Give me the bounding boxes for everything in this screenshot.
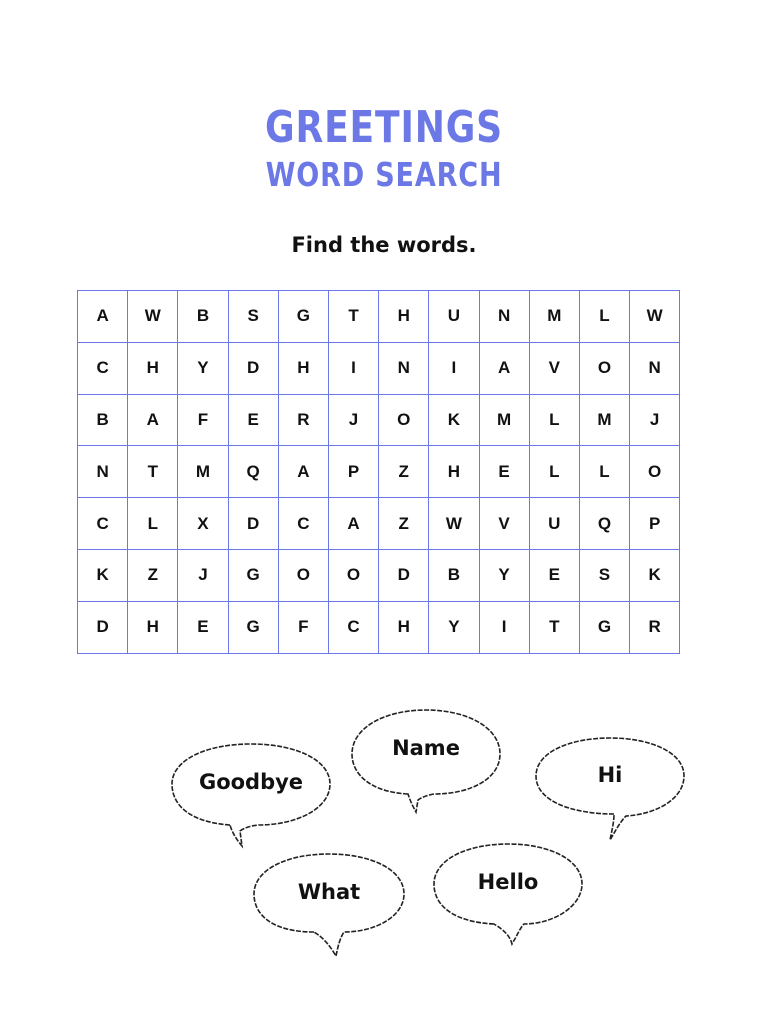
instruction-text: Find the words. [291,233,477,257]
grid-letter-cell[interactable]: M [178,446,228,498]
grid-letter-cell[interactable]: N [379,342,429,394]
grid-letter-cell[interactable]: N [78,446,128,498]
grid-letter-cell[interactable]: L [529,394,579,446]
grid-letter-cell[interactable]: P [630,498,680,550]
speech-bubble-icon [170,742,332,848]
grid-letter-cell[interactable]: Q [579,498,629,550]
grid-letter-cell[interactable]: C [78,498,128,550]
word-bubble-goodbye [170,742,332,848]
word-bubble-hi [534,736,686,842]
grid-letter-cell[interactable]: I [328,342,378,394]
grid-letter-cell[interactable]: T [328,291,378,343]
word-bubble-name [350,708,502,814]
grid-row [78,601,680,653]
grid-letter-cell[interactable]: V [529,342,579,394]
grid-letter-cell[interactable]: H [379,601,429,653]
grid-row [78,291,680,343]
grid-letter-cell[interactable]: E [529,549,579,601]
grid-letter-cell[interactable]: V [479,498,529,550]
bubble-word: Goodbye [198,770,304,794]
grid-letter-cell[interactable]: J [328,394,378,446]
grid-letter-cell[interactable]: G [228,549,278,601]
grid-letter-cell[interactable]: H [128,601,178,653]
grid-letter-cell[interactable]: M [529,291,579,343]
grid-letter-cell[interactable]: E [479,446,529,498]
grid-letter-cell[interactable]: C [328,601,378,653]
grid-row [78,498,680,550]
grid-letter-cell[interactable]: A [278,446,328,498]
grid-letter-cell[interactable]: S [228,291,278,343]
grid-letter-cell[interactable]: T [128,446,178,498]
speech-bubble-icon [534,736,686,842]
grid-letter-cell[interactable]: W [128,291,178,343]
grid-row [78,446,680,498]
grid-letter-cell[interactable]: B [78,394,128,446]
grid-letter-cell[interactable]: O [579,342,629,394]
grid-letter-cell[interactable]: D [228,498,278,550]
grid-letter-cell[interactable]: P [328,446,378,498]
grid-letter-cell[interactable]: C [278,498,328,550]
grid-letter-cell[interactable]: N [479,291,529,343]
bubble-word: Name [392,736,460,760]
grid-letter-cell[interactable]: L [529,446,579,498]
grid-letter-cell[interactable]: W [630,291,680,343]
grid-letter-cell[interactable]: D [379,549,429,601]
grid-letter-cell[interactable]: K [429,394,479,446]
grid-letter-cell[interactable]: O [630,446,680,498]
grid-letter-cell[interactable]: C [78,342,128,394]
grid-letter-cell[interactable]: R [278,394,328,446]
grid-row [78,549,680,601]
grid-letter-cell[interactable]: I [479,601,529,653]
grid-letter-cell[interactable]: I [429,342,479,394]
grid-letter-cell[interactable]: E [228,394,278,446]
grid-letter-cell[interactable]: O [278,549,328,601]
grid-letter-cell[interactable]: Z [379,446,429,498]
grid-letter-cell[interactable]: O [328,549,378,601]
grid-letter-cell[interactable]: G [278,291,328,343]
grid-letter-cell[interactable]: H [379,291,429,343]
word-bubble-what [252,852,406,958]
grid-letter-cell[interactable]: R [630,601,680,653]
grid-letter-cell[interactable]: Y [479,549,529,601]
grid-letter-cell[interactable]: Z [128,549,178,601]
grid-letter-cell[interactable]: U [429,291,479,343]
speech-bubble-icon [252,852,406,958]
grid-letter-cell[interactable]: K [78,549,128,601]
grid-letter-cell[interactable]: W [429,498,479,550]
grid-letter-cell[interactable]: N [630,342,680,394]
grid-letter-cell[interactable]: A [479,342,529,394]
grid-letter-cell[interactable]: L [128,498,178,550]
grid-row [78,394,680,446]
grid-letter-cell[interactable]: U [529,498,579,550]
grid-letter-cell[interactable]: G [228,601,278,653]
grid-letter-cell[interactable]: L [579,446,629,498]
grid-letter-cell[interactable]: M [479,394,529,446]
page-title: GREETINGS [265,102,503,153]
grid-letter-cell[interactable]: B [429,549,479,601]
grid-letter-cell[interactable]: M [579,394,629,446]
bubble-word: What [297,880,361,904]
grid-letter-cell[interactable]: S [579,549,629,601]
grid-row [78,342,680,394]
grid-letter-cell[interactable]: A [128,394,178,446]
grid-letter-cell[interactable]: B [178,291,228,343]
grid-letter-cell[interactable]: F [178,394,228,446]
grid-letter-cell[interactable]: H [278,342,328,394]
grid-letter-cell[interactable]: J [178,549,228,601]
grid-letter-cell[interactable]: A [328,498,378,550]
speech-bubble-icon [432,842,584,946]
grid-letter-cell[interactable]: X [178,498,228,550]
grid-letter-cell[interactable]: O [379,394,429,446]
bubble-word: Hello [477,870,539,894]
grid-letter-cell[interactable]: A [78,291,128,343]
grid-letter-cell[interactable]: T [529,601,579,653]
grid-letter-cell[interactable]: K [630,549,680,601]
page-subtitle: WORD SEARCH [265,155,503,194]
grid-letter-cell[interactable]: G [579,601,629,653]
grid-letter-cell[interactable]: J [630,394,680,446]
bubble-word: Hi [597,763,623,787]
grid-letter-cell[interactable]: L [579,291,629,343]
word-search-grid [77,290,680,654]
grid-letter-cell[interactable]: F [278,601,328,653]
grid-letter-cell[interactable]: Y [429,601,479,653]
grid-letter-cell[interactable]: D [228,342,278,394]
grid-letter-cell[interactable]: Y [178,342,228,394]
grid-letter-cell[interactable]: H [429,446,479,498]
grid-letter-cell[interactable]: Z [379,498,429,550]
grid-letter-cell[interactable]: E [178,601,228,653]
word-bubble-hello [432,842,584,946]
grid-letter-cell[interactable]: H [128,342,178,394]
speech-bubble-icon [350,708,502,814]
grid-letter-cell[interactable]: D [78,601,128,653]
grid-letter-cell[interactable]: Q [228,446,278,498]
